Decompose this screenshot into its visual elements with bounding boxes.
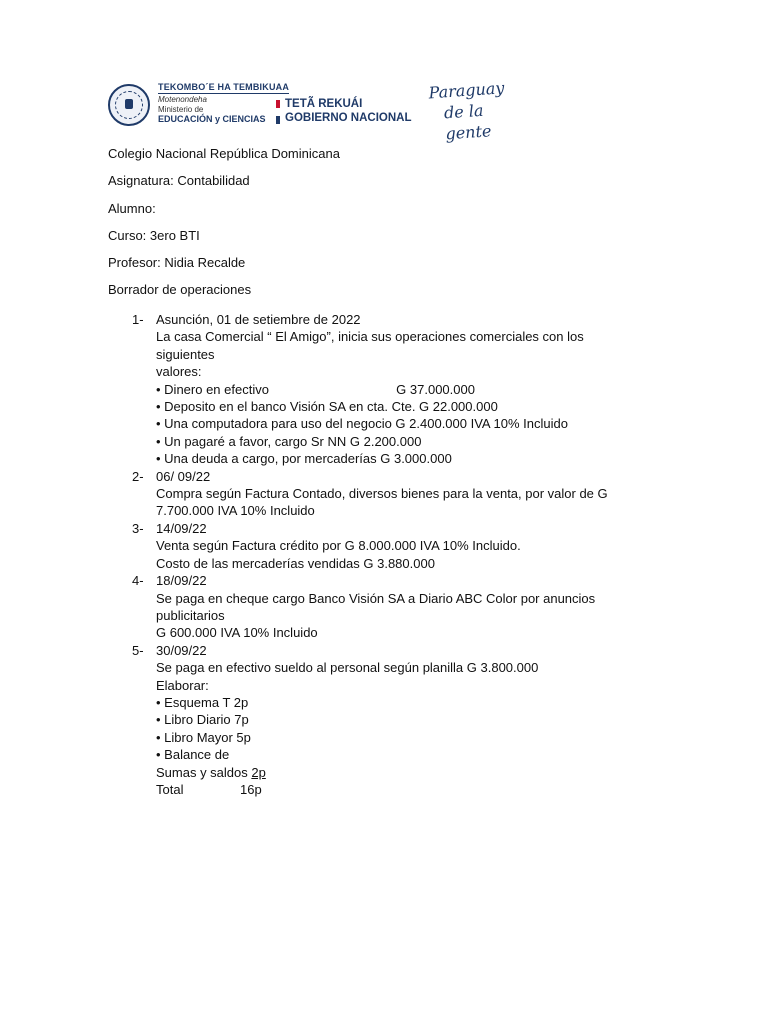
operation-description: La casa Comercial “ El Amigo”, inicia sus operaciones comerciales con los siguientes [156,329,584,362]
mec-logo-line3: Ministerio de [158,104,204,114]
operations-list [132,311,632,798]
gob-logo-line1: TETÃ REKUÁI [285,98,363,110]
gob-logo-line2: GOBIERNO NACIONAL [285,112,412,125]
operation-number: 2- [132,468,144,484]
operation-description: Compra según Factura Contado, diversos bienes para la venta, por valor de G [156,486,608,502]
list-item: • Libro Diario 7p [156,711,632,728]
gobierno-nacional-logo [276,97,412,126]
list-item: • Un pagaré a favor, cargo Sr NN G 2.200.000 [156,433,632,450]
operation-description: Costo de las mercaderías vendidas G 3.880.000 [156,555,435,571]
brand-line2: de la gente [443,100,492,143]
operation-2 [132,468,632,520]
mec-logo-line4: EDUCACIÓN y CIENCIAS [158,113,266,124]
total-line [156,781,632,798]
operation-number: 5- [132,642,144,658]
operation-1 [132,311,632,468]
total-label: Total [156,781,184,797]
course-line: Curso: 3ero BTI [108,227,200,243]
sumas-saldos-line: Sumas y saldos 2p [156,764,266,780]
flag-bars-icon [276,100,280,124]
operation-description: Se paga en cheque cargo Banco Visión SA a Diario ABC Color por anuncios publicitarios [156,590,596,623]
list-item: • Una computadora para uso del negocio G 2.400.000 IVA 10% Incluido [156,415,632,432]
operation-description: 7.700.000 IVA 10% Incluido [156,503,315,519]
operation-4 [132,572,632,642]
operation-date: 06/ 09/22 [156,468,211,484]
operation-description: Se paga en efectivo sueldo al personal según planilla G 3.800.000 [156,660,539,676]
paraguay-brand-logo [428,77,530,146]
operation-number: 1- [132,312,144,327]
operation-date: 14/09/22 [156,520,207,536]
operation-3 [132,520,632,572]
school-name: Colegio Nacional República Dominicana [108,146,340,161]
operation-number: 4- [132,573,144,589]
total-points: 16p [240,781,262,797]
section-title: Borrador de operaciones [108,282,252,298]
brand-line1: Paraguay [427,78,505,103]
document-header [108,78,528,148]
operation-description: Venta según Factura crédito por G 8.000.000 IVA 10% Incluido. [156,538,521,554]
teacher-line: Profesor: Nidia Recalde [108,255,246,271]
list-item: • Balance de [156,746,632,763]
student-line: Alumno: [108,200,156,216]
operation-date: Asunción, 01 de setiembre de 2022 [156,312,361,327]
operation-date: 30/09/22 [156,642,207,658]
operation-description: valores: [156,364,202,380]
elaborar-label: Elaborar: [156,677,209,693]
sumas-points: 2p [251,764,266,780]
subject-line: Asignatura: Contabilidad [108,173,250,189]
operation-date: 18/09/22 [156,573,207,589]
mec-logo-line1: TEKOMBO´E HA TEMBIKUAA [158,82,290,92]
list-item: • Libro Mayor 5p [156,729,632,746]
operation-number: 3- [132,520,144,536]
student-info [108,146,340,310]
mec-logo [158,82,289,124]
national-seal-icon [108,84,150,126]
list-item: • Esquema T 2p [156,694,632,711]
list-item: • Una deuda a cargo, por mercaderías G 3.000.000 [156,450,632,467]
operation-5 [132,642,632,799]
operation-description: G 600.000 IVA 10% Incluido [156,625,318,641]
mec-logo-line2: Motenondeha [158,93,289,104]
list-item: • Deposito en el banco Visión SA en cta. Cte. G 22.000.000 [156,398,632,415]
list-item: • Dinero en efectivo G 37.000.000 [156,381,632,398]
